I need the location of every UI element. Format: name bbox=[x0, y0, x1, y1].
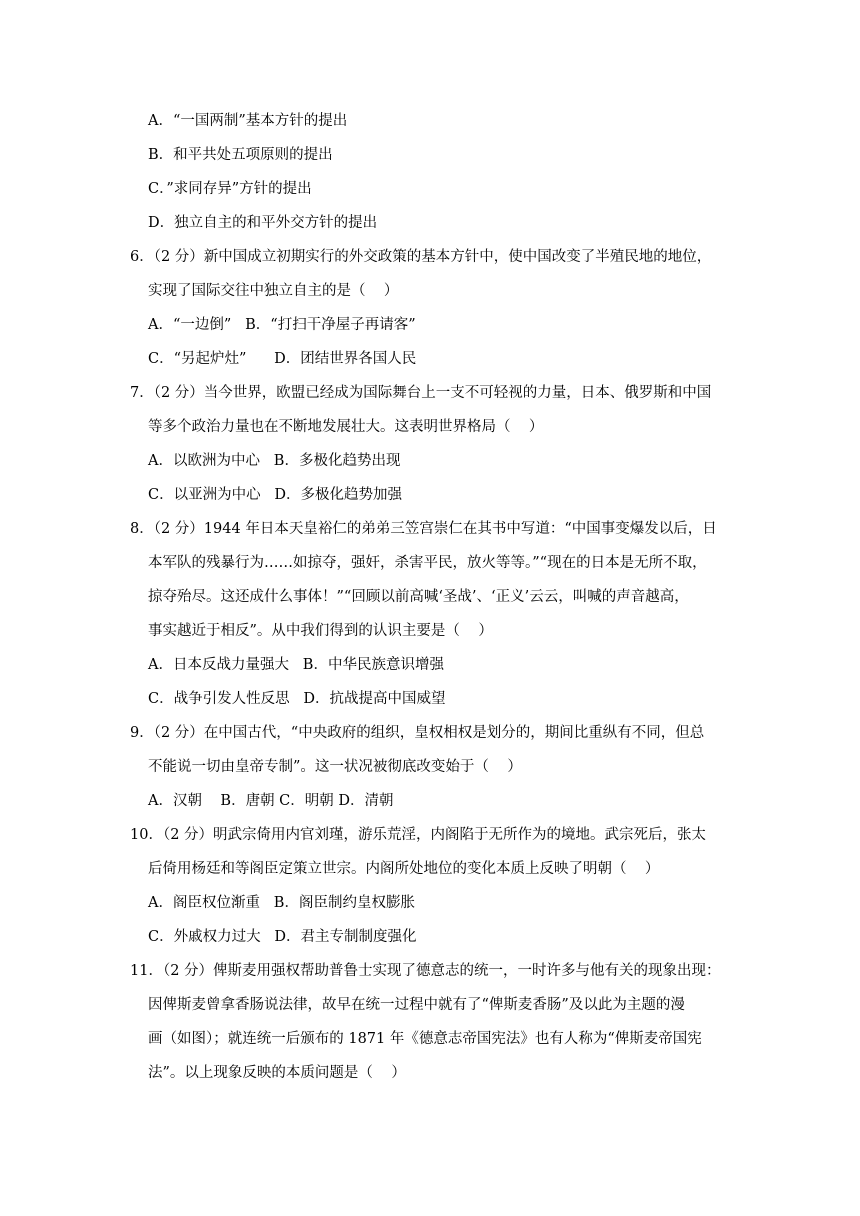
q8-options-ab: A．日本反战力量强大 B．中华民族意识增强 bbox=[148, 657, 444, 673]
q7-options-cd: C．以亚洲为中心 D．多极化趋势加强 bbox=[148, 487, 403, 503]
q8-options-cd: C．战争引发人性反思 D．抗战提高中国威望 bbox=[148, 691, 446, 707]
q5-option-b: B．和平共处五项原则的提出 bbox=[148, 147, 333, 163]
q9-stem-line1: 9．（2 分）在中国古代，“中央政府的组织，皇权相权是划分的，期间比重纵有不同，但总 bbox=[130, 725, 705, 741]
q10-stem-line2: 后倚用杨廷和等阁臣定策立世宗。内阁所处地位的变化本质上反映了明朝（ ） bbox=[148, 861, 660, 877]
q9-options: A．汉朝 B．唐朝 C．明朝 D．清朝 bbox=[148, 793, 394, 809]
q10-stem-line1: 10．（2 分）明武宗倚用内官刘瑾，游乐荒淫，内阁陷于无所作为的境地。武宗死后，张太 bbox=[130, 827, 707, 843]
q10-options-ab: A．阁臣权位渐重 B．阁臣制约皇权膨胀 bbox=[148, 895, 415, 911]
q5-option-c: C．”求同存异”方针的提出 bbox=[148, 181, 312, 197]
q8-stem-line2: 本军队的残暴行为……如掠夺，强奸，杀害平民，放火等等。”“现在的日本是无所不取， bbox=[148, 555, 707, 571]
q11-stem-line3: 画（如图）；就连统一后颁布的 1871 年《德意志帝国宪法》也有人称为“俾斯麦帝国宪 bbox=[148, 1031, 702, 1047]
q7-stem-line1: 7．（2 分）当今世界，欧盟已经成为国际舞台上一支不可轻视的力量，日本、俄罗斯和中国 bbox=[130, 385, 712, 401]
q9-stem-line2: 不能说一切由皇帝专制”。这一状况被彻底改变始于（ ） bbox=[148, 759, 522, 775]
q11-stem-line2: 因俾斯麦曾拿香肠说法律，故早在统一过程中就有了“俾斯麦香肠”及以此为主题的漫 bbox=[148, 997, 685, 1013]
q11-stem-line4: 法”。以上现象反映的本质问题是（ ） bbox=[148, 1065, 406, 1081]
q10-options-cd: C．外戚权力过大 D．君主专制制度强化 bbox=[148, 929, 417, 945]
q7-stem-line2: 等多个政治力量也在不断地发展壮大。这表明世界格局（ ） bbox=[148, 419, 544, 435]
q7-options-ab: A．以欧洲为中心 B．多极化趋势出现 bbox=[148, 453, 401, 469]
q5-option-a: A．“一国两制”基本方针的提出 bbox=[148, 113, 348, 129]
q8-stem-line1: 8．（2 分）1944 年日本天皇裕仁的弟弟三笠宫崇仁在其书中写道：“中国事变爆发以后，日 bbox=[130, 521, 717, 537]
q8-stem-line4: 事实越近于相反”。从中我们得到的认识主要是（ ） bbox=[148, 623, 493, 639]
q6-options-cd: C．“另起炉灶” D．团结世界各国人民 bbox=[148, 351, 417, 367]
q5-option-d: D．独立自主的和平外交方针的提出 bbox=[148, 215, 378, 231]
q6-stem-line1: 6．（2 分）新中国成立初期实行的外交政策的基本方针中，使中国改变了半殖民地的地位， bbox=[130, 249, 712, 265]
q6-options-ab: A．“一边倒” B．“打扫干净屋子再请客” bbox=[148, 317, 416, 333]
q8-stem-line3: 掠夺殆尽。这还成什么事体！”“回顾以前高喊‘圣战’、‘正义’云云，叫喊的声音越高， bbox=[148, 589, 689, 605]
q11-stem-line1: 11．（2 分）俾斯麦用强权帮助普鲁士实现了德意志的统一，一时许多与他有关的现象出现： bbox=[130, 963, 721, 979]
q6-stem-line2: 实现了国际交往中独立自主的是（ ） bbox=[148, 283, 399, 299]
